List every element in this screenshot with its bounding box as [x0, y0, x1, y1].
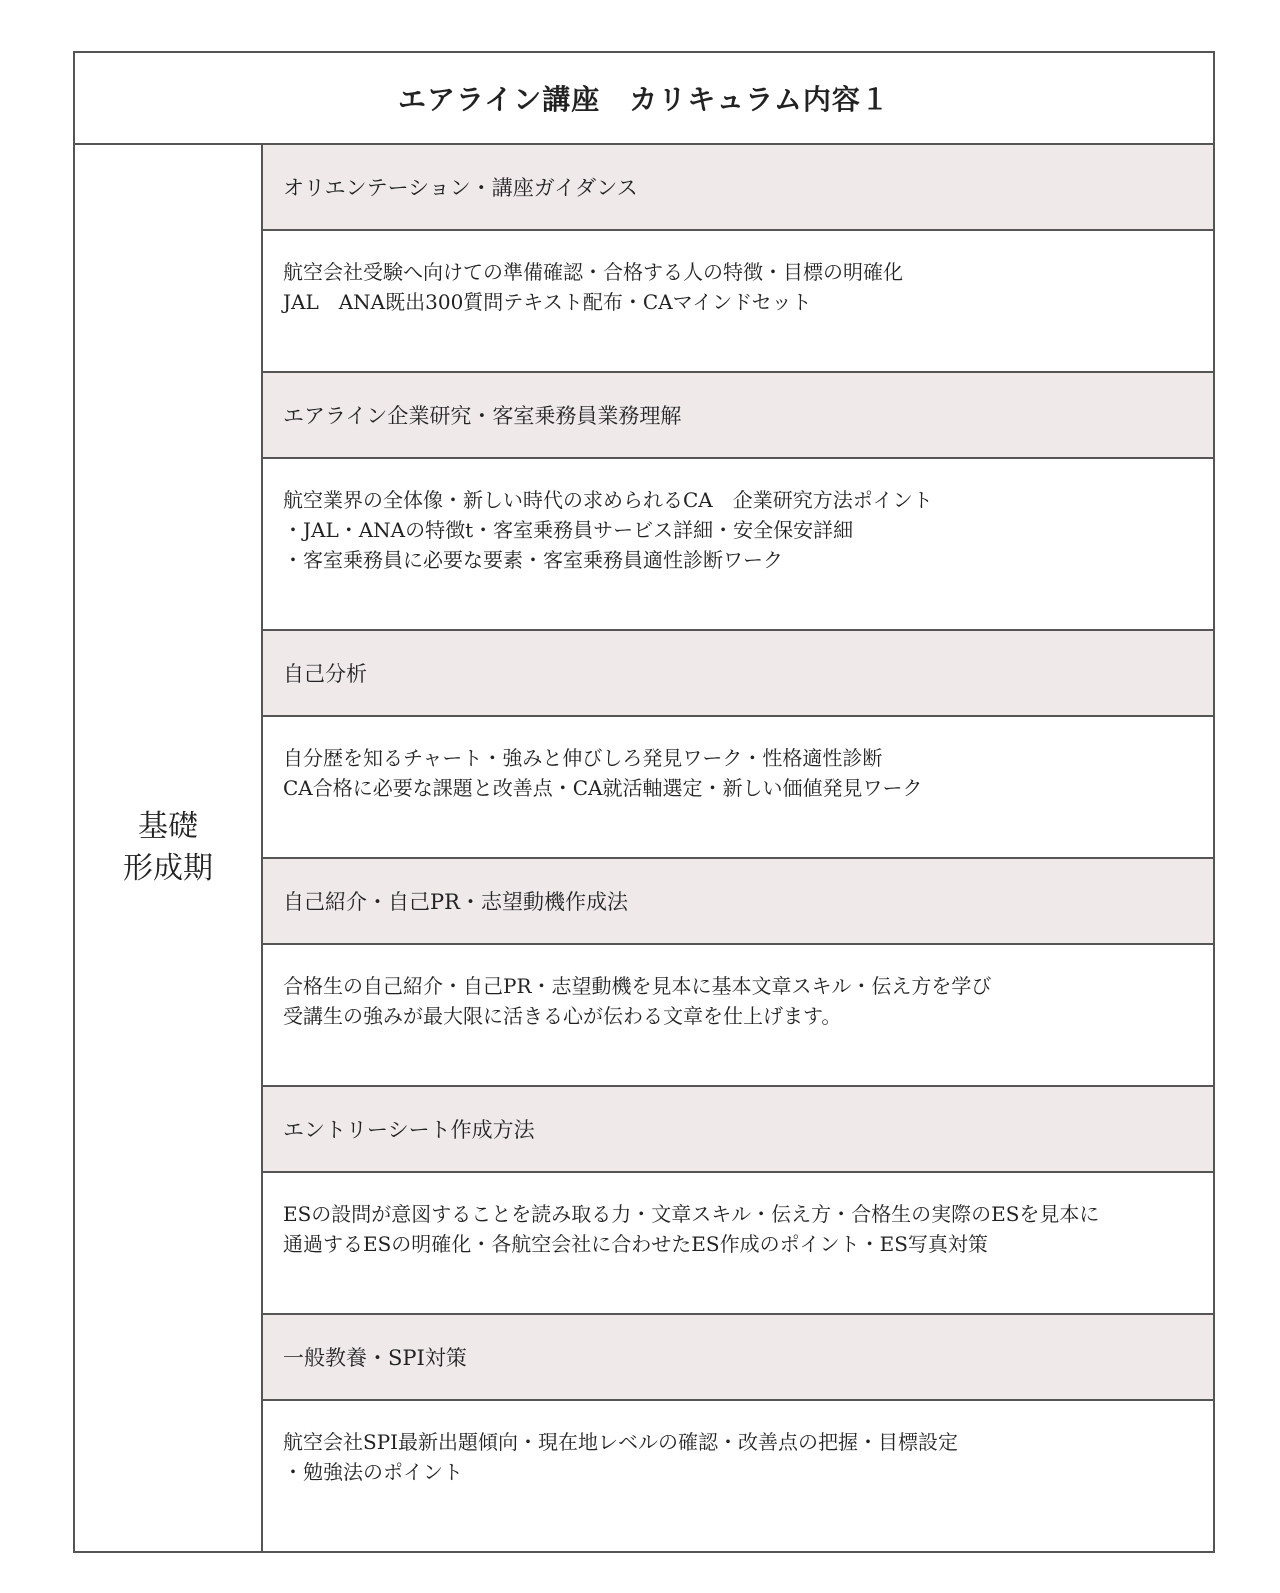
section-body-line: 航空会社SPI最新出題傾向・現在地レベルの確認・改善点の把握・目標設定: [283, 1430, 959, 1454]
section-body-line: CA合格に必要な課題と改善点・CA就活軸選定・新しい価値発見ワーク: [283, 776, 923, 800]
section-header-self-analysis: 自己分析: [263, 631, 1213, 717]
section-body-company-research: [263, 459, 1213, 631]
section-header-entry-sheet: エントリーシート作成方法: [263, 1087, 1213, 1173]
section-body-line: 通過するESの明確化・各航空会社に合わせたES作成のポイント・ES写真対策: [283, 1232, 988, 1256]
section-body-line: 航空会社受験へ向けての準備確認・合格する人の特徴・目標の明確化: [283, 260, 903, 284]
section-body-line: 航空業界の全体像・新しい時代の求められるCA 企業研究方法ポイント: [283, 488, 933, 512]
section-body-self-pr: [263, 945, 1213, 1087]
curriculum-table: [73, 51, 1215, 1553]
section-body-orientation: [263, 231, 1213, 373]
table-body: [75, 145, 1213, 1551]
section-body-line: 自分歴を知るチャート・強みと伸びしろ発見ワーク・性格適性診断: [283, 746, 883, 770]
section-body-line: ・客室乗務員に必要な要素・客室乗務員適性診断ワーク: [283, 548, 783, 572]
section-body-line: 受講生の強みが最大限に活きる心が伝わる文章を仕上げます。: [283, 1004, 842, 1028]
section-body-line: ・勉強法のポイント: [283, 1460, 463, 1484]
section-body-spi: [263, 1401, 1213, 1551]
phase-label-line1: 基礎: [138, 809, 198, 844]
section-body-line: JAL ANA既出300質問テキスト配布・CAマインドセット: [283, 290, 812, 314]
section-body-line: ・JAL・ANAの特徴t・客室乗務員サービス詳細・安全保安詳細: [283, 518, 854, 542]
section-header-company-research: エアライン企業研究・客室乗務員業務理解: [263, 373, 1213, 459]
section-list: [263, 145, 1213, 1551]
section-body-line: ESの設問が意図することを読み取る力・文章スキル・伝え方・合格生の実際のESを見本に: [283, 1202, 1100, 1226]
section-header-self-pr: 自己紹介・自己PR・志望動機作成法: [263, 859, 1213, 945]
section-header-spi: 一般教養・SPI対策: [263, 1315, 1213, 1401]
section-header-orientation: オリエンテーション・講座ガイダンス: [263, 145, 1213, 231]
phase-label-line2: 形成期: [123, 851, 213, 886]
phase-label: [75, 145, 263, 1551]
section-body-entry-sheet: [263, 1173, 1213, 1315]
table-title: エアライン講座 カリキュラム内容１: [75, 53, 1213, 145]
section-body-line: 合格生の自己紹介・自己PR・志望動機を見本に基本文章スキル・伝え方を学び: [283, 974, 992, 998]
section-body-self-analysis: [263, 717, 1213, 859]
